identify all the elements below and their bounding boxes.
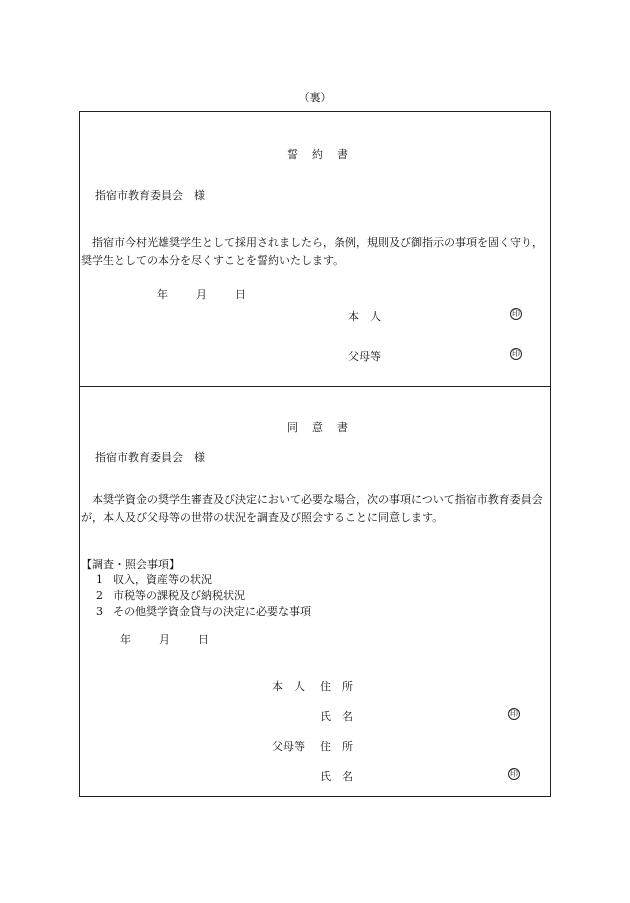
consent-title-char: 意 (312, 421, 323, 434)
consent-title-char: 書 (337, 421, 348, 434)
pledge-signer-self-label: 本 人 (348, 310, 381, 323)
consent-items-list (81, 572, 311, 620)
date-day: 日 (198, 633, 209, 646)
consent-parent-name-label: 氏 名 (320, 770, 353, 783)
seal-icon: 印 (510, 769, 518, 778)
consent-self-name-label: 氏 名 (320, 710, 353, 723)
pledge-title (287, 146, 348, 162)
pledge-body: 指宿市今村光雄奨学生として採用されましたら，条例，規則及び御指示の事項を固く守り，奨学生としての本分を尽くすことを誓約いたします。 (81, 236, 543, 267)
date-year: 年 (157, 288, 168, 301)
date-day: 日 (235, 288, 246, 301)
page-label: （裏） (298, 91, 332, 104)
date-year: 年 (120, 633, 131, 646)
seal-icon: 印 (512, 349, 520, 358)
consent-items-heading: 【調査・照会事項】 (81, 558, 180, 571)
pledge-title-char: 誓 (287, 148, 298, 161)
pledge-signer-parent-label: 父母等 (348, 350, 381, 363)
seal-icon: 印 (512, 309, 520, 318)
consent-title (287, 419, 348, 435)
consent-parent-address-label: 住 所 (320, 740, 353, 753)
consent-body: 本奨学資金の奨学生審査及び決定において必要な場合，次の事項について指宿市教育委員会が，本人及び父母等の世帯の状況を調査及び照会することに同意します。 (81, 493, 543, 524)
consent-self-address-label: 住 所 (320, 680, 353, 693)
list-item: 3 その他奨学資金貸与の決定に必要な事項 (96, 605, 311, 618)
consent-title-char: 同 (287, 421, 298, 434)
list-item: 2 市税等の課税及び納税状況 (96, 589, 245, 602)
pledge-date (157, 286, 246, 302)
pledge-title-char: 約 (312, 148, 323, 161)
consent-self-label: 本 人 (272, 680, 305, 693)
date-month: 月 (196, 288, 207, 301)
section-divider (79, 386, 551, 387)
pledge-addressee: 指宿市教育委員会 様 (95, 189, 205, 202)
seal-icon: 印 (510, 709, 518, 718)
consent-addressee: 指宿市教育委員会 様 (95, 451, 205, 464)
date-month: 月 (159, 633, 170, 646)
consent-date (120, 631, 209, 647)
list-item: 1 収入，資産等の状況 (96, 573, 212, 586)
pledge-title-char: 書 (337, 148, 348, 161)
consent-parent-label: 父母等 (272, 740, 305, 753)
